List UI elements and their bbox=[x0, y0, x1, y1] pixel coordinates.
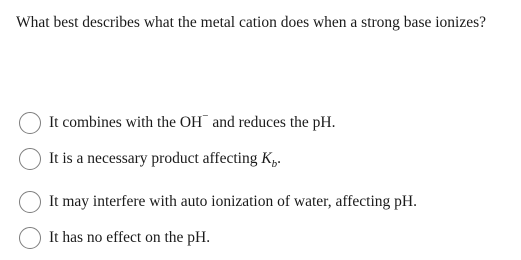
radio-button-1[interactable] bbox=[19, 112, 41, 134]
answer-option-1-label bbox=[49, 109, 336, 132]
question-text: What best describes what the metal cation does when a strong base ionizes? bbox=[16, 14, 487, 31]
option-1-text-after: and reduces the pH. bbox=[208, 114, 336, 131]
answer-option-2[interactable] bbox=[19, 148, 281, 170]
answer-option-3[interactable] bbox=[19, 191, 417, 213]
radio-button-2[interactable] bbox=[19, 148, 41, 170]
superscript-minus: − bbox=[202, 109, 209, 122]
answer-option-2-label bbox=[49, 150, 282, 171]
kb-symbol: K bbox=[261, 150, 272, 167]
option-2-text-before: It is a necessary product affecting bbox=[49, 150, 262, 167]
answer-option-1[interactable] bbox=[19, 109, 336, 134]
option-1-text-before: It combines with the OH bbox=[49, 114, 203, 131]
answer-option-4-label: It has no effect on the pH. bbox=[49, 229, 211, 246]
answer-option-4[interactable] bbox=[19, 227, 210, 249]
option-2-text-after: . bbox=[277, 150, 282, 167]
kb-subscript: b bbox=[271, 158, 278, 171]
radio-button-3[interactable] bbox=[19, 191, 41, 213]
radio-button-4[interactable] bbox=[19, 227, 41, 249]
answer-option-3-label: It may interfere with auto ionization of water, affecting pH. bbox=[49, 193, 417, 210]
